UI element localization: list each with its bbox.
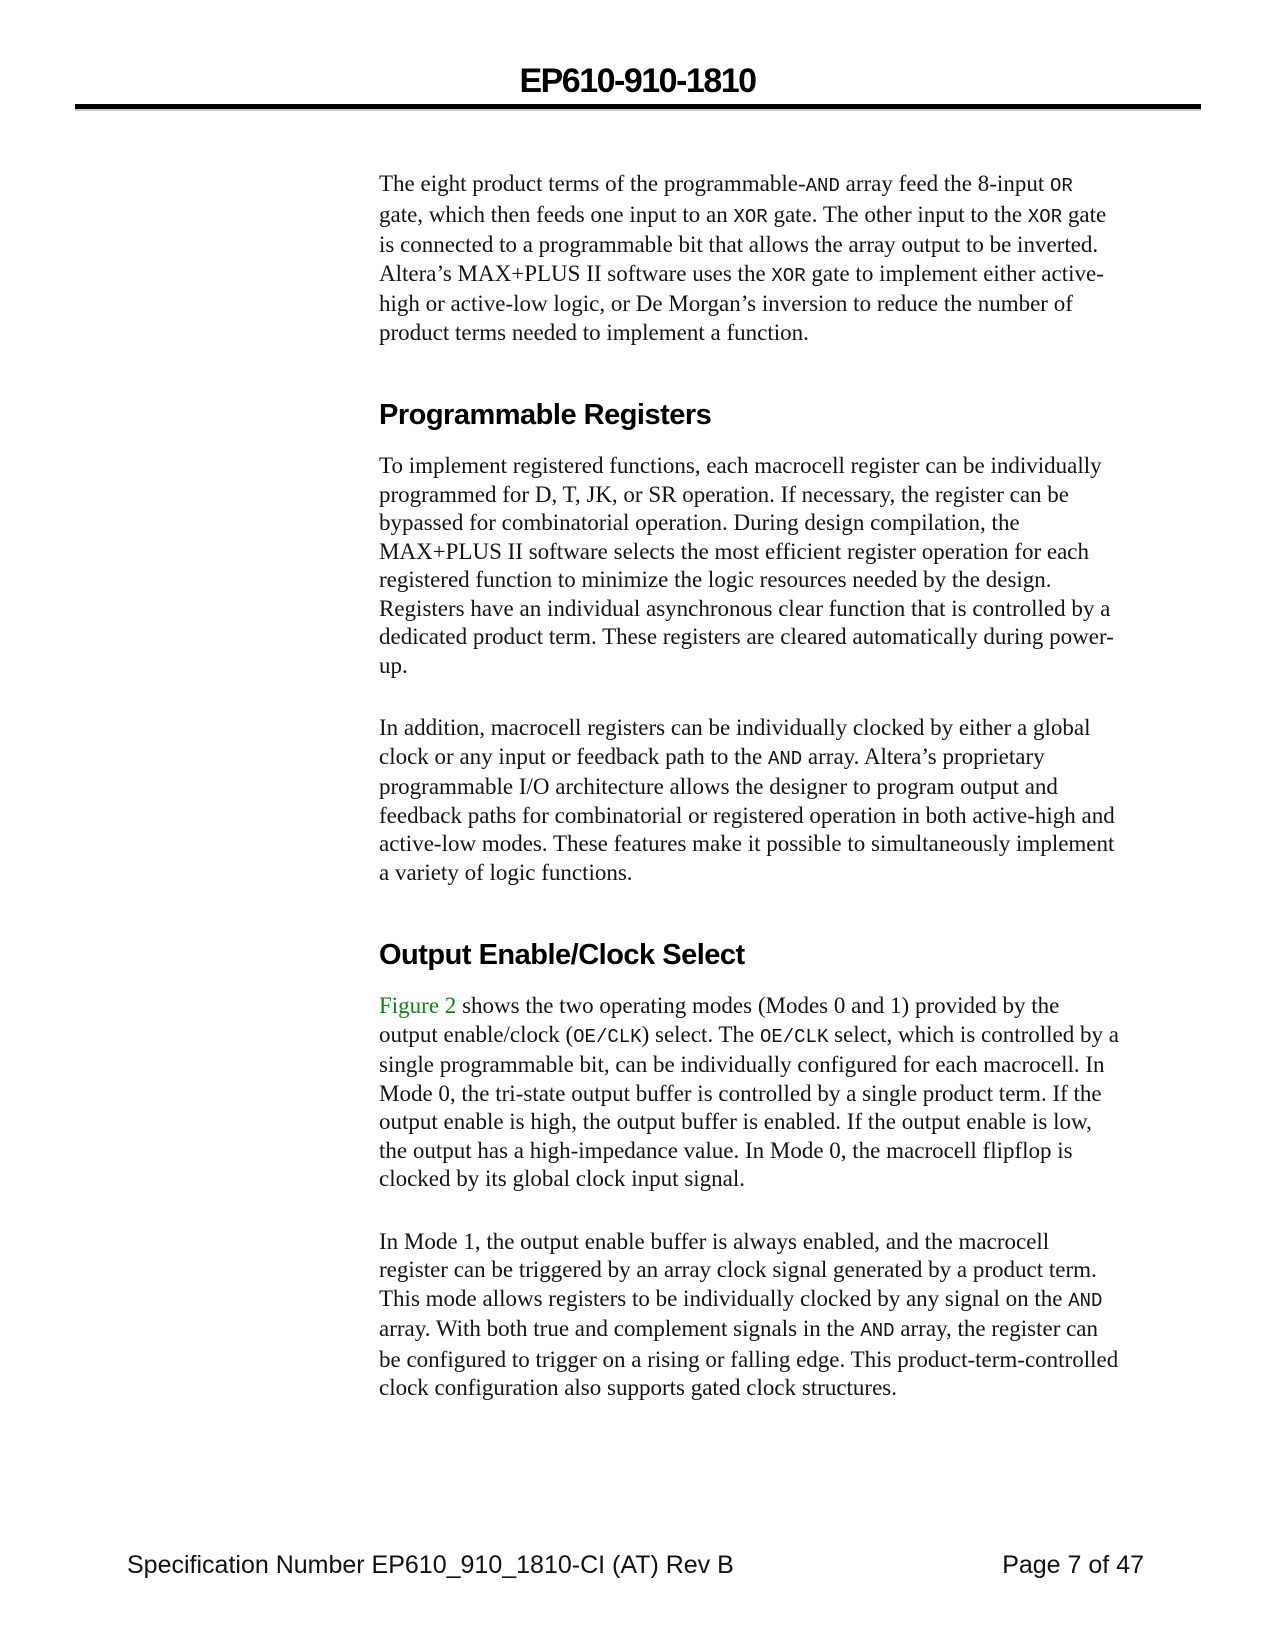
paragraph-registered-functions <box>379 452 1120 680</box>
text-run: In Mode 1, the output enable buffer is always enabled, and the macrocell register can be triggered by an array clock signal generated by a product term. This mode allows registers to be individually clocked by any signal on the <box>379 1228 1097 1311</box>
text-run: array. Altera’s proprietary programmable I/O architecture allows the designer to program output and feedback paths for combinatorial or registered operation in both active-high and active-low modes. These features make it possible to simultaneously implement a variety of logic functions. <box>379 743 1115 885</box>
code-token: OE/CLK <box>759 1025 829 1048</box>
text-run: ) select. The <box>641 1021 760 1047</box>
text-run: array feed the 8-input <box>839 171 1050 196</box>
code-token: AND <box>805 175 840 197</box>
text-run: gate to implement either active-high or active-low logic, or De Morgan’s inversion to reduce the number of product terms needed to implement a function. <box>379 260 1104 345</box>
text-run: array. With both true and complement signals in the <box>379 1316 861 1341</box>
paragraph-product-terms <box>379 170 1120 347</box>
page-body <box>379 170 1120 1437</box>
section-heading-output-enable-clock-select: Output Enable/Clock Select <box>379 939 745 971</box>
text-run: array, the register can be configured to trigger on a rising or falling edge. This product-term-controlled clock configuration also supports gated clock structures. <box>379 1316 1119 1400</box>
text-run: In addition, macrocell registers can be individually clocked by either a global clock or any input or feedback path to the <box>379 715 1091 769</box>
figure-2-link[interactable]: Figure 2 <box>379 993 457 1018</box>
code-token: XOR <box>733 205 768 228</box>
paragraph-mode-1 <box>379 1228 1120 1403</box>
footer-spec-number: Specification Number EP610_910_1810-CI (AT) Rev B <box>127 1551 734 1579</box>
code-token: OR <box>1049 175 1073 197</box>
code-token: AND <box>860 1320 895 1342</box>
code-token: AND <box>767 747 803 770</box>
text-run: To implement registered functions, each macrocell register can be individually programmed for D, T, JK, or SR operation. If necessary, the register can be bypassed for combinatorial operation. During design compilation, the MAX+PLUS II software selects the most efficient register operation for each registered function to minimize the logic resources needed by the design. Registers have an individual asynchronous clear function that is controlled by a dedicated product term. These registers are cleared automatically during power-up. <box>379 453 1114 678</box>
paragraph-operating-modes <box>379 992 1120 1194</box>
code-token: XOR <box>1027 205 1063 228</box>
paragraph-macrocell-clocking <box>379 714 1120 887</box>
header-rule <box>75 104 1201 109</box>
text-run: gate is connected to a programmable bit that allows the array output to be inverted. Altera’s MAX+PLUS II software uses the <box>379 201 1107 286</box>
text-run: shows the two operating modes (Modes 0 and 1) provided by the output enable/clock ( <box>379 993 1060 1047</box>
document-title: EP610-910-1810 <box>519 62 756 100</box>
code-token: AND <box>1068 1289 1103 1312</box>
text-run: gate, which then feeds one input to an <box>379 201 734 227</box>
code-token: OE/CLK <box>573 1025 642 1048</box>
section-heading-programmable-registers: Programmable Registers <box>379 399 712 431</box>
footer-page-number: Page 7 of 47 <box>1002 1551 1144 1579</box>
text-run: The eight product terms of the programmable- <box>379 171 806 196</box>
text-run: gate. The other input to the <box>767 201 1028 227</box>
page-footer <box>127 1551 1144 1580</box>
text-run: select, which is controlled by a single programmable bit, can be individually configured for each macrocell. In Mode 0, the tri-state output buffer is controlled by a single product term. If the output enable is high, the output buffer is enabled. If the output enable is low, the output has a high-impedance value. In Mode 0, the macrocell flipflop is clocked by its global clock input signal. <box>379 1021 1119 1191</box>
code-token: XOR <box>771 264 806 287</box>
